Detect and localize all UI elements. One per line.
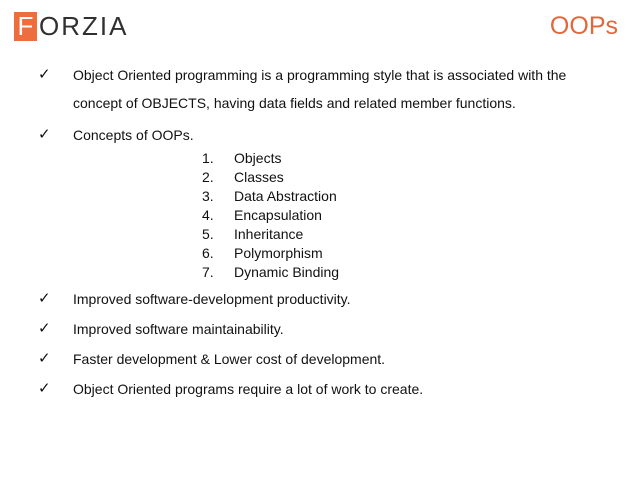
bullet-text: Object Oriented programs require a lot of work to create. bbox=[73, 381, 424, 397]
concepts-list bbox=[202, 149, 339, 282]
check-icon: ✓ bbox=[38, 126, 51, 143]
bullet-item bbox=[38, 350, 598, 368]
list-label: Encapsulation bbox=[234, 207, 322, 223]
list-number: 5. bbox=[202, 226, 214, 242]
forzia-logo bbox=[14, 11, 128, 41]
list-label: Data Abstraction bbox=[234, 188, 337, 204]
logo-letter-box: F bbox=[14, 12, 37, 41]
check-icon: ✓ bbox=[38, 66, 51, 83]
list-item bbox=[202, 168, 339, 187]
list-item bbox=[202, 263, 339, 282]
list-label: Polymorphism bbox=[234, 245, 323, 261]
list-item bbox=[202, 206, 339, 225]
list-label: Dynamic Binding bbox=[234, 264, 340, 280]
list-item bbox=[202, 187, 339, 206]
bullet-item bbox=[38, 66, 598, 117]
bullet-item bbox=[38, 290, 598, 308]
check-icon: ✓ bbox=[38, 380, 51, 397]
check-icon: ✓ bbox=[38, 320, 51, 337]
list-number: 3. bbox=[202, 188, 214, 204]
bullet-text: Improved software maintainability. bbox=[73, 321, 284, 337]
logo-wordmark: ORZIA bbox=[39, 10, 129, 41]
slide-title: OOPs bbox=[549, 12, 618, 40]
list-label: Objects bbox=[234, 150, 282, 166]
list-number: 6. bbox=[202, 245, 214, 261]
check-icon: ✓ bbox=[38, 350, 51, 367]
list-number: 2. bbox=[202, 169, 214, 185]
list-label: Inheritance bbox=[234, 226, 304, 242]
bullet-text: Improved software-development productivity. bbox=[73, 291, 351, 307]
list-label: Classes bbox=[234, 169, 284, 185]
bullet-item bbox=[38, 320, 598, 338]
list-item bbox=[202, 149, 339, 168]
bullet-text: Faster development & Lower cost of development. bbox=[73, 351, 386, 367]
bullet-item bbox=[38, 126, 598, 144]
list-number: 4. bbox=[202, 207, 214, 223]
list-item bbox=[202, 225, 339, 244]
bullet-text: Concepts of OOPs. bbox=[73, 127, 194, 143]
list-number: 1. bbox=[202, 150, 214, 166]
list-number: 7. bbox=[202, 264, 214, 280]
bullet-text: Object Oriented programming is a programming style that is associated with the concept of OBJECTS, having data fields and related member functions. bbox=[73, 67, 567, 111]
bullet-item bbox=[38, 380, 598, 398]
check-icon: ✓ bbox=[38, 290, 51, 307]
list-item bbox=[202, 244, 339, 263]
